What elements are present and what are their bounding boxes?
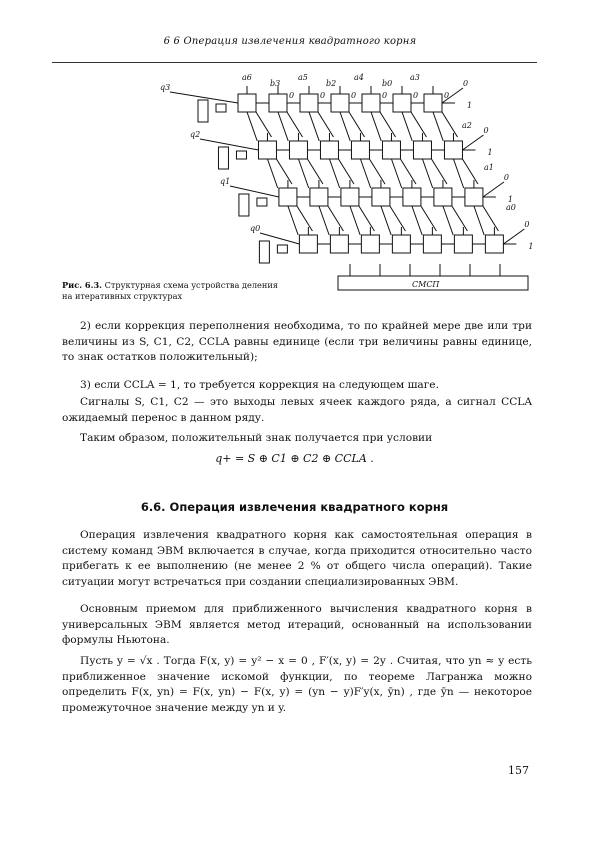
wire bbox=[230, 186, 279, 197]
cell bbox=[331, 94, 349, 112]
wire bbox=[276, 159, 292, 184]
wire bbox=[307, 159, 323, 184]
smsp-small-block bbox=[198, 100, 208, 122]
wire bbox=[483, 206, 499, 231]
top-input-label: a3 bbox=[410, 73, 420, 82]
smsp-block-label: СМСП bbox=[412, 280, 440, 289]
wire bbox=[380, 112, 396, 137]
paragraph-newton: Пусть y = √x . Тогда F(x, y) = y² − x = 0 , F′(x, y) = 2y . Считая, что yn ≈ y есть приближенное значение искомой функции, по теореме Лагранжа можно определить F(x, yn) = F(x, yn) − F(x, y) = (yn − y)F′y(x, ȳn) , где ȳn — некоторое промежуточное значение между yn и y. bbox=[62, 655, 532, 714]
top-input-label: b0 bbox=[382, 79, 393, 88]
cell bbox=[351, 141, 369, 159]
wire bbox=[443, 206, 453, 235]
paragraph-iteration-method: Основным приемом для приближенного вычисления квадратного корня в универсальных ЭВМ является метод итераций, основанный на использовании формулы Ньютона. bbox=[62, 603, 532, 646]
wire bbox=[381, 206, 391, 235]
division-circuit-diagram bbox=[150, 68, 550, 303]
cell bbox=[279, 188, 297, 206]
wire bbox=[350, 206, 360, 235]
wire bbox=[421, 206, 437, 231]
paragraph-condition-2: 2) если коррекция переполнения необходима, то по крайней мере две или три величины из S, C1, C2, CCLA равны единице (если три величины равны единице, то знак остатков положительный); bbox=[62, 320, 532, 363]
cell bbox=[269, 94, 287, 112]
row-zero-label: 0 bbox=[483, 126, 489, 135]
wire bbox=[319, 206, 329, 235]
wire bbox=[369, 159, 385, 184]
wire bbox=[462, 135, 483, 150]
cell bbox=[330, 235, 348, 253]
row-one-label: 1 bbox=[507, 195, 514, 204]
wire bbox=[287, 112, 303, 137]
xor-gate bbox=[277, 245, 287, 253]
wire bbox=[390, 206, 406, 231]
wire bbox=[328, 206, 344, 231]
row-q-label: q3 bbox=[160, 83, 171, 92]
top-input-label: b3 bbox=[270, 79, 281, 88]
cell bbox=[299, 235, 317, 253]
wire bbox=[349, 112, 365, 137]
wire bbox=[360, 159, 370, 188]
wire bbox=[462, 159, 478, 184]
wire bbox=[260, 233, 299, 244]
wire bbox=[309, 112, 319, 141]
wire bbox=[288, 206, 298, 235]
cell bbox=[423, 235, 441, 253]
cell bbox=[424, 94, 442, 112]
cell bbox=[403, 188, 421, 206]
right-input-label: a1 bbox=[484, 163, 494, 172]
cell bbox=[393, 94, 411, 112]
right-input-label: a0 bbox=[506, 203, 516, 212]
row-one-label: 1 bbox=[467, 101, 473, 110]
wire bbox=[267, 159, 277, 188]
wire bbox=[402, 112, 412, 141]
wire bbox=[256, 112, 272, 137]
wire bbox=[474, 206, 484, 235]
top-input-label: a4 bbox=[354, 73, 364, 82]
smsp-small-block bbox=[239, 194, 249, 216]
row-q-label: q2 bbox=[190, 130, 201, 139]
figure-caption bbox=[62, 280, 282, 301]
cell bbox=[341, 188, 359, 206]
wire bbox=[170, 92, 238, 103]
row-one-label: 1 bbox=[487, 148, 493, 157]
wire bbox=[442, 112, 458, 137]
wire bbox=[200, 139, 258, 150]
cell bbox=[454, 235, 472, 253]
running-header: 6 6 Операция извлечения квадратного корня bbox=[163, 36, 417, 47]
wire bbox=[278, 112, 288, 141]
cell bbox=[372, 188, 390, 206]
wire bbox=[411, 112, 427, 137]
row-one-label: 1 bbox=[528, 242, 534, 251]
wire bbox=[422, 159, 432, 188]
cell bbox=[238, 94, 256, 112]
header-rule bbox=[52, 62, 537, 63]
wire bbox=[359, 206, 375, 231]
wire bbox=[318, 112, 334, 137]
wire bbox=[483, 182, 504, 197]
wire bbox=[431, 159, 447, 184]
wire bbox=[391, 159, 401, 188]
wire bbox=[247, 112, 257, 141]
top-input-label: a5 bbox=[298, 73, 308, 82]
cell bbox=[485, 235, 503, 253]
zero-input-label: 0 bbox=[382, 91, 388, 100]
smsp-small-block bbox=[259, 241, 269, 263]
zero-input-label: 0 bbox=[351, 91, 357, 100]
right-input-label: a2 bbox=[462, 121, 472, 130]
wire bbox=[433, 112, 443, 141]
wire bbox=[371, 112, 381, 141]
wire bbox=[452, 206, 468, 231]
caption-label: Рис. 6.3. bbox=[62, 280, 103, 290]
paragraph-sqrt-intro: Операция извлечения квадратного корня как самостоятельная операция в систему команд ЭВМ включается в случае, когда приходится относительно часто прибегать к ее выполнению (не менее 2 % от общего числа операций). Такие ситуации могут встречаться при создании специализированных ЭВМ. bbox=[62, 529, 532, 588]
page-number: 157 bbox=[508, 764, 529, 777]
wire bbox=[340, 112, 350, 141]
cell bbox=[444, 141, 462, 159]
cell bbox=[310, 188, 328, 206]
wire bbox=[338, 159, 354, 184]
cell bbox=[465, 188, 483, 206]
cell bbox=[258, 141, 276, 159]
row-q-label: q1 bbox=[220, 177, 231, 186]
caption-text: Структурная схема устройства деления на итеративных структурах bbox=[62, 280, 278, 301]
wire bbox=[298, 159, 308, 188]
paragraph-positive-sign: Таким образом, положительный знак получается при условии bbox=[80, 432, 433, 444]
sign-formula: q+ = S ⊕ C1 ⊕ C2 ⊕ CCLA . bbox=[215, 452, 374, 465]
xor-gate bbox=[216, 104, 226, 112]
cell bbox=[320, 141, 338, 159]
top-input-label: b2 bbox=[326, 79, 337, 88]
cell bbox=[361, 235, 379, 253]
wire bbox=[400, 159, 415, 184]
cell bbox=[382, 141, 400, 159]
wire bbox=[297, 206, 313, 231]
xor-gate bbox=[236, 151, 246, 159]
cell bbox=[289, 141, 307, 159]
xor-gate bbox=[257, 198, 267, 206]
paragraph-condition-3: 3) если CCLA = 1, то требуется коррекция на следующем шаге. bbox=[80, 379, 439, 391]
top-input-label: a6 bbox=[242, 73, 252, 82]
cell bbox=[392, 235, 410, 253]
zero-input-label: 0 bbox=[413, 91, 419, 100]
paragraph-signals: Сигналы S, C1, C2 — это выходы левых ячеек каждого ряда, а сигнал CCLA ожидаемый перенос в данном ряду. bbox=[62, 396, 532, 424]
wire bbox=[503, 229, 524, 244]
row-zero-label: 0 bbox=[524, 220, 530, 229]
wire bbox=[453, 159, 463, 188]
row-q-label: q0 bbox=[250, 224, 261, 233]
smsp-small-block bbox=[218, 147, 228, 169]
cell bbox=[434, 188, 452, 206]
row-zero-label: 0 bbox=[503, 173, 510, 182]
cell bbox=[362, 94, 380, 112]
row-zero-label: 0 bbox=[463, 79, 469, 88]
wire bbox=[329, 159, 339, 188]
zero-input-label: 0 bbox=[320, 91, 326, 100]
zero-input-label: 0 bbox=[289, 91, 295, 100]
zero-input-label: 0 bbox=[444, 91, 450, 100]
section-title: 6.6. Операция извлечения квадратного корня bbox=[140, 500, 449, 514]
cell bbox=[300, 94, 318, 112]
cell bbox=[413, 141, 431, 159]
wire bbox=[412, 206, 422, 235]
